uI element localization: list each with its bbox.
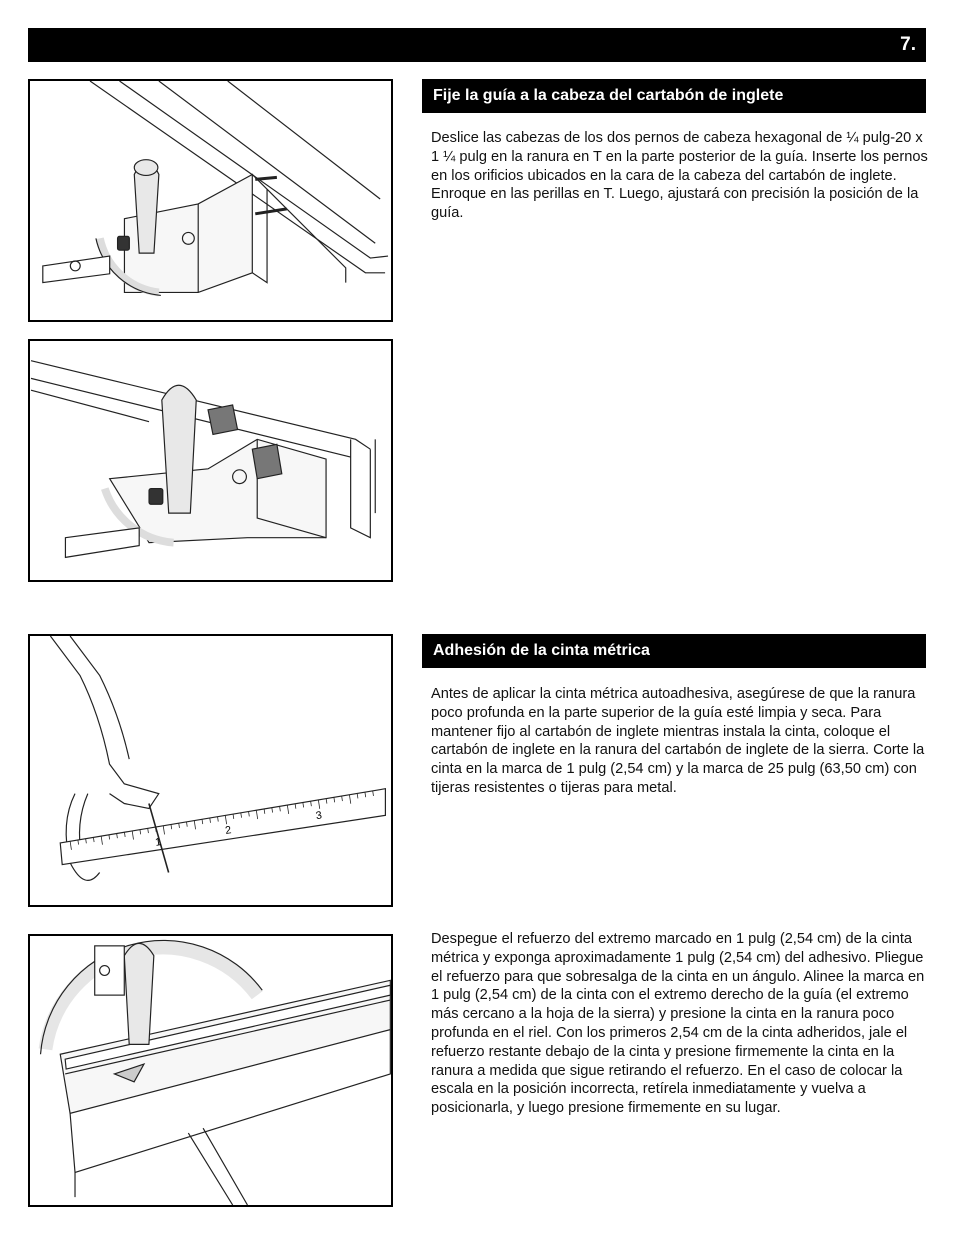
section-paragraph-fence: Deslice las cabezas de los dos pernos de cabeza hexagonal de ¼ pulg-20 x 1 ¼ pulg en la ranura en T en la parte posterior de la guía. Inserte los pernos en los orificios ubicados en la cara de la cabeza del cartabón de inglete. Enroque en las perillas en T. Luego, ajustará con precisión la posición de la guía. [431, 130, 928, 222]
tape-number-3: 3 [315, 809, 323, 823]
figure-fence-bolts [28, 79, 393, 322]
page-number: 7. [900, 34, 916, 55]
figure-tape-apply [28, 934, 393, 1207]
t-knobs-illustration [30, 341, 391, 580]
tape-cut-illustration [30, 636, 391, 905]
figure-tape-cut [28, 634, 393, 907]
section-title-fence: Fije la guía a la cabeza del cartabón de inglete [422, 79, 926, 113]
fence-bolts-illustration [30, 81, 391, 320]
figure-t-knobs [28, 339, 393, 582]
section-title-tape: Adhesión de la cinta métrica [422, 634, 926, 668]
section-paragraph-tape-apply: Despegue el refuerzo del extremo marcado en 1 pulg (2,54 cm) de la cinta métrica y exponga aproximadamente 1 pulg (2,54 cm) del adhesivo. Pliegue el refuerzo para que sobresalga de la cinta en un ángulo. Alinee la marca en 1 pulg (2,54 cm) de la cinta con el extremo derecho de la guía (el extremo más cercano a la hoja de la sierra) y presione la cinta en la ranura poco profunda en el riel. Con los primeros 2,54 cm de la cinta adheridos, jale el refuerzo restante debajo de la cinta y presione firmemente la cinta en la ranura a medida que sigue retirando el refuerzo. En el caso de colocar la escala en la posición incorrecta, retírela inmediatamente y vuelva a posicionarla, y luego presione firmemente en su lugar. [431, 931, 925, 1117]
section-paragraph-tape: Antes de aplicar la cinta métrica autoadhesiva, asegúrese de que la ranura poco profunda en la parte superior de la guía esté limpia y seca. Para mantener fijo al cartabón de inglete mientras instala la cinta, coloque el cartabón de inglete en la ranura del cartabón de inglete de la sierra. Corte la cinta en la marca de 1 pulg (2,54 cm) y la marca de 25 pulg (63,50 cm) con tijeras resistentes o tijeras para metal. [431, 686, 925, 796]
tape-number-1: 1 [154, 836, 163, 849]
tape-apply-illustration [30, 936, 391, 1205]
header-bar [28, 28, 926, 62]
tape-number-2: 2 [224, 824, 233, 838]
